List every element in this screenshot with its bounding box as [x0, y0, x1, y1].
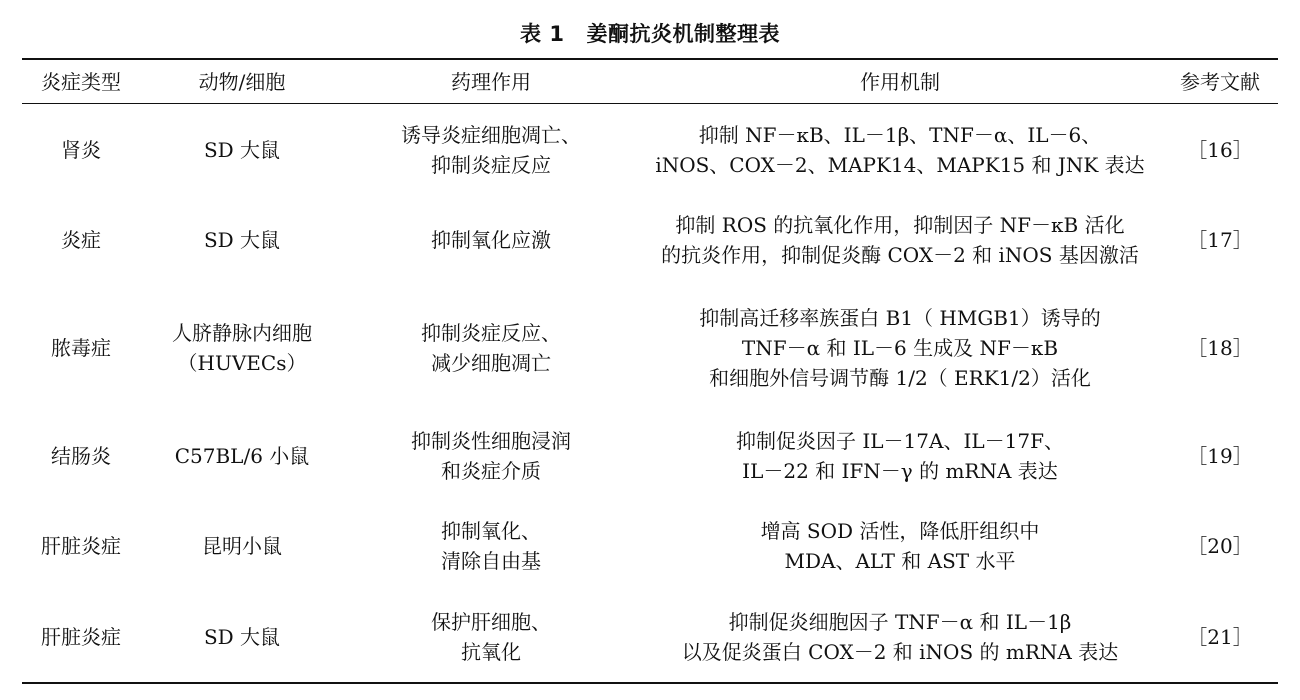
- table-row: [22, 104, 1278, 196]
- table-caption-title: 姜酮抗炎机制整理表: [586, 22, 780, 46]
- cell-type: 炎症: [61, 228, 101, 252]
- cell-animal: 昆明小鼠: [202, 534, 282, 558]
- cell-reference: ［21］: [1187, 625, 1253, 649]
- table-row: [22, 500, 1278, 592]
- table-header-row: [22, 60, 1278, 103]
- table-row: [22, 196, 1278, 284]
- cell-type: 肝脏炎症: [41, 534, 121, 558]
- header-pharmacological-action: 药理作用: [451, 69, 531, 94]
- cell-pharm: 抑制炎性细胞浸润 和炎症介质: [411, 429, 571, 483]
- cell-reference: ［16］: [1187, 138, 1253, 162]
- table-caption: [0, 18, 1300, 48]
- cell-mechanism: 抑制 NF－κB、IL－1β、TNF－α、IL－6、 iNOS、COX－2、MAPK14、MAPK15 和 JNK 表达: [655, 123, 1145, 177]
- cell-animal: C57BL/6 小鼠: [174, 444, 310, 468]
- cell-mechanism: 抑制促炎因子 IL－17A、IL－17F、 IL－22 和 IFN－γ 的 mRNA 表达: [736, 429, 1064, 483]
- table-row: [22, 592, 1278, 682]
- cell-type: 脓毒症: [51, 336, 111, 360]
- cell-pharm: 抑制氧化、 清除自由基: [441, 519, 541, 573]
- table-row: [22, 412, 1278, 500]
- cell-reference: ［18］: [1187, 336, 1253, 360]
- cell-type: 肾炎: [61, 138, 101, 162]
- cell-animal: SD 大鼠: [203, 625, 281, 649]
- cell-mechanism: 抑制高迁移率族蛋白 B1（ HMGB1）诱导的 TNF－α 和 IL－6 生成及 NF－κB 和细胞外信号调节酶 1/2（ ERK1/2）活化: [699, 306, 1101, 390]
- cell-animal: 人脐静脉内细胞 （HUVECs）: [172, 321, 312, 375]
- cell-pharm: 抑制炎症反应、 减少细胞凋亡: [421, 321, 561, 375]
- header-mechanism: 作用机制: [860, 69, 940, 94]
- table-body: [22, 104, 1278, 682]
- table-caption-number: 表 1: [520, 22, 565, 46]
- cell-animal: SD 大鼠: [203, 138, 281, 162]
- cell-reference: ［17］: [1187, 228, 1253, 252]
- cell-pharm: 保护肝细胞、 抗氧化: [431, 610, 551, 664]
- header-reference: 参考文献: [1180, 69, 1260, 94]
- cell-pharm: 抑制氧化应激: [431, 228, 551, 252]
- cell-mechanism: 抑制促炎细胞因子 TNF－α 和 IL－1β 以及促炎蛋白 COX－2 和 iNOS 的 mRNA 表达: [681, 610, 1119, 664]
- cell-pharm: 诱导炎症细胞凋亡、 抑制炎症反应: [401, 123, 581, 177]
- cell-animal: SD 大鼠: [203, 228, 281, 252]
- cell-reference: ［19］: [1187, 444, 1253, 468]
- header-animal-cell: 动物/细胞: [198, 69, 286, 94]
- cell-reference: ［20］: [1187, 534, 1253, 558]
- cell-type: 结肠炎: [51, 444, 111, 468]
- header-inflammation-type: 炎症类型: [41, 69, 121, 94]
- table-row: [22, 284, 1278, 412]
- cell-type: 肝脏炎症: [41, 625, 121, 649]
- cell-mechanism: 增高 SOD 活性，降低肝组织中 MDA、ALT 和 AST 水平: [760, 519, 1040, 573]
- table-bottom-rule: [22, 682, 1278, 684]
- cell-mechanism: 抑制 ROS 的抗氧化作用，抑制因子 NF－κB 活化 的抗炎作用，抑制促炎酶 COX－2 和 iNOS 基因激活: [661, 213, 1139, 267]
